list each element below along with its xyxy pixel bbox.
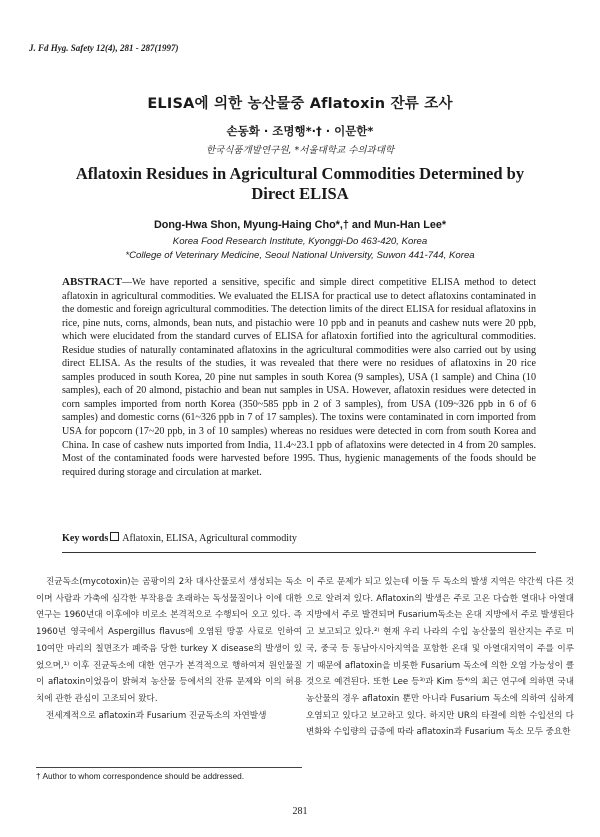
korean-affiliation: 한국식품개발연구원, *서울대학교 수의과대학 <box>205 145 395 156</box>
abstract <box>62 276 536 479</box>
body-paragraph: 전세계적으로 aflatoxin과 Fusarium 진균독소의 자연발생 <box>46 710 267 721</box>
section-divider <box>62 552 536 553</box>
korean-authors: 손동화 · 조명행*·† · 이문한* <box>226 124 374 138</box>
korean-title: ELISA에 의한 농산물중 Aflatoxin 잔류 조사 <box>147 96 453 112</box>
abstract-text: We have reported a sensitive, specific and simple direct competitive ELISA method to detect aflatoxin in agricultural commodities. We evaluated the ELISA for practical use to detect aflatoxins contaminated in the domestic and foreign agricultural commodities. The detection limits of the direct ELISA for residual aflatoxins in rice, pine nuts, corns, almonds, bean nuts, and pistachio were 10 ppb and in peanuts and cashew nuts were 20 ppb, which were elucidated from the standard curves of ELISA for aflatoxin fortified into the agricultural commodities. Residue studies of naturally contaminated aflatoxins in the agricultural commodities were also carried out by using direct ELISA. As the results of the studies, it was revealed that there were no residues of aflatoxins in 20 rice samples produced in south Korea, 20 pine nut samples in south Korea (9 samples), USA (1 sample) and China (10 samples), each of 20 almond, pistachio and bean nut samples in USA. However, aflatoxin residues were detected in corn samples imported from north Korea (350~585 ppb in 2 of 3 samples), from USA (109~326 ppb in 6 of 6 samples) and domestic corns (61~326 ppb in 7 of 17 samples). The toxins were contaminated in corn imported from USA for popcorn (17~20 ppb, in 3 of 10 samples) whereas no residues were detected in corn from south Korea and China. In case of cashew nuts imported from India, 11.4~23.1 ppb of aflatoxins were detected in 4 from 20 samples. Most of the contaminated foods were harvested before 1995. Thus, hygienic managements of the foods should be required during storage and circulation at market. <box>62 277 536 478</box>
footnote-divider <box>36 767 302 768</box>
abstract-dash: — <box>121 277 132 288</box>
keywords-label: Key words <box>62 533 109 544</box>
body-column-left <box>36 574 302 724</box>
english-affiliation-2: *College of Veterinary Medicine, Seoul National University, Suwon 441-744, Korea <box>125 250 475 261</box>
journal-citation: J. Fd Hyg. Safety 12(4), 281 - 287(1997) <box>29 43 179 53</box>
english-title: Aflatoxin Residues in Agricultural Commodities Determined by Direct ELISA <box>75 164 525 203</box>
checkbox-square-icon <box>110 532 119 541</box>
body-paragraph: 이 주로 문제가 되고 있는데 이들 두 독소의 발생 지역은 약간씩 다른 것으로 알려져 있다. Aflatoxin의 발생은 주로 고온 다습한 열대나 아열대 지방에서 주로 발견되며 Fusarium독소는 온대 지방에서 주로 발생된다고 보고되고 있다.²⁾ 현재 우리 나라의 수입 농산물의 원산지는 주로 미국, 중국 등 동남아시아지역을 포함한 온대 및 아열대지역이 주를 이루기 때문에 aflatoxin을 비롯한 Fusarium 독소에 의한 오염 가능성이 클 것으로 예견된다. 또한 Lee 등³⁾과 Kim 등⁴⁾의 최근 연구에 의하면 국내 농산물의 경우 aflatoxin 뿐만 아니라 Fusarium 독소에 의하여 심하게 오염되고 있다고 보고하고 있다. 하지만 UR의 타결에 의한 수입선의 다변화와 수입량의 급증에 따라 aflatoxin과 Fusarium 독소 모두 중요한 <box>306 577 574 738</box>
page-number: 281 <box>292 806 308 817</box>
footnote: † Author to whom correspondence should be addressed. <box>36 771 245 781</box>
keywords-text: Aflatoxin, ELISA, Agricultural commodity <box>122 533 297 544</box>
keywords <box>62 532 297 544</box>
body-column-right <box>306 574 574 741</box>
body-paragraph: 진균독소(mycotoxin)는 곰팡이의 2차 대사산물로서 생성되는 독소이며 사람과 가축에 심각한 부작용을 초래하는 독성물질이나 이에 대한 연구는 1960년대 이후에야 비로소 본격적으로 수행되어 오고 있다. 즉 1960년 영국에서 Aspergillus flavus에 오염된 땅콩 사료로 인하여 10여만 마리의 칠면조가 폐죽음 당한 turkey X disease의 발생이 있었으며,¹⁾ 이후 진균독소에 대한 연구가 본격적으로 행하여져 원인물질이 aflatoxin이었음이 밝혀져 농산물 등에서의 잔류 문제와 이의 허용치에 관한 관심이 고조되어 왔다. <box>36 577 302 704</box>
english-affiliation-1: Korea Food Research Institute, Kyonggi-Do 463-420, Korea <box>172 236 428 247</box>
english-authors: Dong-Hwa Shon, Myung-Haing Cho*,† and Mun-Han Lee* <box>153 219 447 231</box>
abstract-label: ABSTRACT <box>62 276 122 288</box>
